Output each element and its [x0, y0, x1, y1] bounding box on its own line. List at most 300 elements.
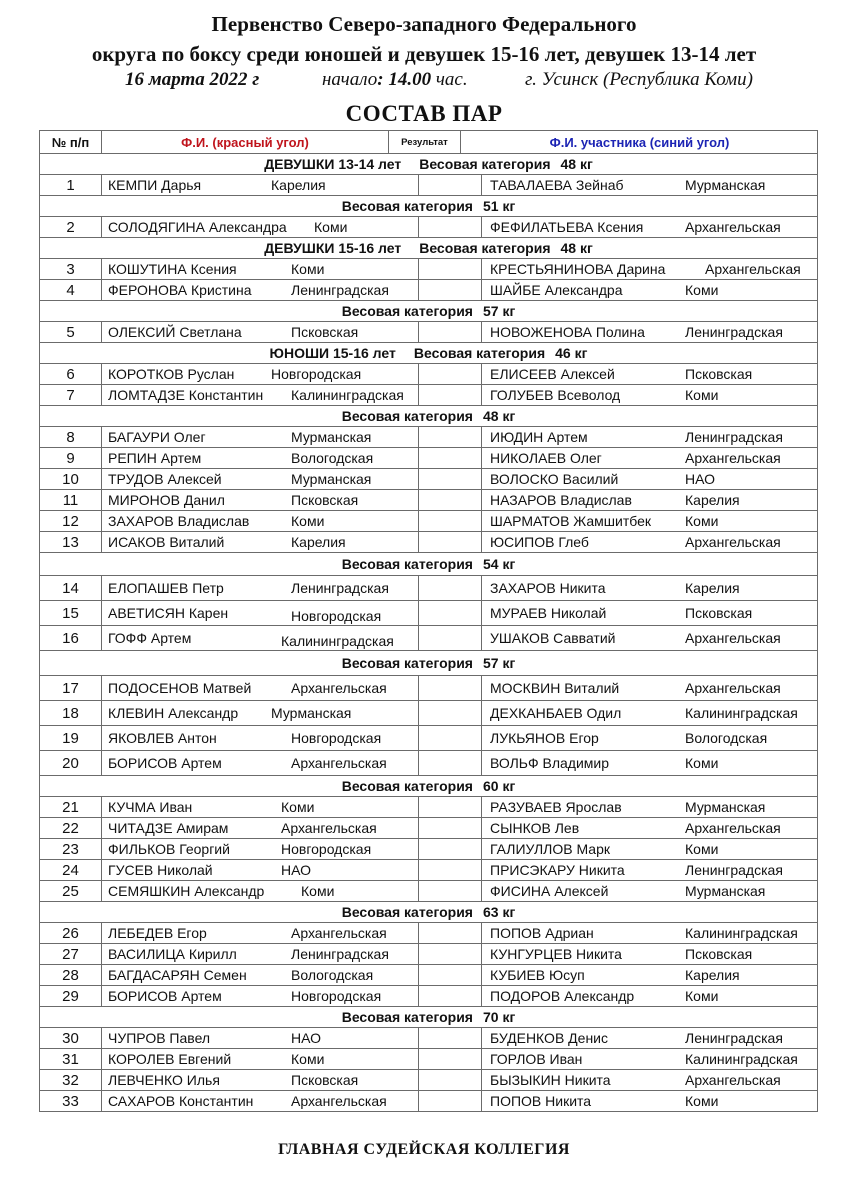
blue-corner-name: ПОДОРОВ Александр	[490, 988, 635, 1004]
col-header-blue-corner: Ф.И. участника (синий угол)	[549, 134, 730, 150]
pair-number: 7	[66, 386, 75, 404]
grid-line	[481, 923, 482, 943]
result-cell[interactable]	[419, 259, 481, 279]
red-corner-region: Коми	[314, 219, 348, 235]
red-corner-name: ТРУДОВ Алексей	[108, 471, 222, 487]
grid-line	[101, 259, 102, 279]
pair-row	[39, 881, 818, 902]
blue-corner-region: Псковская	[685, 946, 753, 962]
result-cell[interactable]	[419, 626, 481, 650]
blue-corner-name: МУРАЕВ Николай	[490, 605, 607, 621]
grid-line	[481, 385, 482, 405]
weight-value: 51 кг	[482, 198, 516, 214]
red-corner-region: Ленинградская	[291, 946, 389, 962]
grid-line	[101, 986, 102, 1006]
blue-corner-region: Калининградская	[685, 705, 798, 721]
red-corner-name: ЧУПРОВ Павел	[108, 1030, 211, 1046]
weight-category-title	[40, 301, 817, 321]
pair-number: 13	[62, 533, 79, 551]
red-corner-region: Коми	[291, 513, 325, 529]
pair-row	[39, 676, 818, 701]
red-corner-name: КОРОТКОВ Руслан	[108, 366, 235, 382]
pair-row	[39, 217, 818, 238]
grid-line	[481, 1091, 482, 1111]
pair-number: 25	[62, 882, 79, 900]
blue-corner-name: ГОЛУБЕВ Всеволод	[490, 387, 621, 403]
pair-number: 16	[62, 629, 79, 647]
pair-number: 18	[62, 704, 79, 722]
weight-category-title	[40, 238, 817, 258]
grid-line	[481, 726, 482, 750]
pair-row	[39, 322, 818, 343]
age-group-label: ДЕВУШКИ 15-16 лет	[264, 240, 402, 256]
red-corner-name: БОРИСОВ Артем	[108, 755, 222, 771]
blue-corner-name: БЫЗЫКИН Никита	[490, 1072, 611, 1088]
result-cell[interactable]	[419, 448, 481, 468]
blue-corner-name: РАЗУВАЕВ Ярослав	[490, 799, 622, 815]
category-label: Весовая категория	[341, 556, 473, 572]
red-corner-region: Архангельская	[291, 925, 387, 941]
blue-corner-region: Псковская	[685, 605, 753, 621]
pair-number: 20	[62, 754, 79, 772]
category-label: Весовая категория	[341, 198, 473, 214]
grid-line	[101, 944, 102, 964]
grid-line	[101, 797, 102, 817]
pair-row	[39, 259, 818, 280]
red-corner-name: ИСАКОВ Виталий	[108, 534, 225, 550]
pairs-table	[39, 130, 818, 1112]
pair-number: 23	[62, 840, 79, 858]
weight-category-row	[39, 238, 818, 259]
weight-value: 57 кг	[482, 303, 516, 319]
blue-corner-region: Архангельская	[685, 450, 781, 466]
pair-row	[39, 448, 818, 469]
blue-corner-region: Архангельская	[685, 680, 781, 696]
weight-category-row	[39, 553, 818, 576]
weight-category-row	[39, 776, 818, 797]
category-label: Весовая категория	[341, 408, 473, 424]
pair-number: 31	[62, 1050, 79, 1068]
grid-line	[481, 427, 482, 447]
grid-line	[481, 676, 482, 700]
result-cell[interactable]	[419, 427, 481, 447]
red-corner-name: ЗАХАРОВ Владислав	[108, 513, 250, 529]
result-cell[interactable]	[419, 944, 481, 964]
pair-row	[39, 701, 818, 726]
weight-category-row	[39, 301, 818, 322]
pair-row	[39, 1049, 818, 1070]
grid-line	[481, 469, 482, 489]
pair-number: 8	[66, 428, 75, 446]
result-cell[interactable]	[419, 322, 481, 342]
red-corner-name: ЛЕВЧЕНКО Илья	[108, 1072, 220, 1088]
grid-line	[101, 490, 102, 510]
pair-row	[39, 944, 818, 965]
blue-corner-name: ФИСИНА Алексей	[490, 883, 609, 899]
pair-number: 22	[62, 819, 79, 837]
red-corner-name: КЕМПИ Дарья	[108, 177, 202, 193]
red-corner-region: Ленинградская	[291, 282, 389, 298]
grid-line	[101, 511, 102, 531]
result-cell[interactable]	[419, 1028, 481, 1048]
pair-number: 14	[62, 579, 79, 597]
grid-line	[481, 448, 482, 468]
result-cell[interactable]	[419, 280, 481, 300]
event-title-line2: округа по боксу среди юношей и девушек 15-16 лет, девушек 13-14 лет	[91, 42, 757, 66]
blue-corner-name: ФЕФИЛАТЬЕВА Ксения	[490, 219, 644, 235]
grid-line	[101, 676, 102, 700]
grid-line	[101, 280, 102, 300]
age-group-label: ЮНОШИ 15-16 лет	[269, 345, 396, 361]
red-corner-region: Новгородская	[281, 841, 372, 857]
pair-row	[39, 1070, 818, 1091]
blue-corner-region: Вологодская	[685, 730, 768, 746]
result-cell[interactable]	[419, 726, 481, 750]
blue-corner-name: ВОЛЬФ Владимир	[490, 755, 610, 771]
blue-corner-region: Коми	[685, 513, 719, 529]
blue-corner-name: ПОПОВ Никита	[490, 1093, 592, 1109]
red-corner-region: Мурманская	[291, 429, 372, 445]
grid-line	[481, 751, 482, 775]
pair-row	[39, 751, 818, 776]
result-cell[interactable]	[419, 676, 481, 700]
blue-corner-name: НАЗАРОВ Владислав	[490, 492, 632, 508]
red-corner-region: Псковская	[291, 1072, 359, 1088]
weight-category-title	[40, 196, 817, 216]
red-corner-name: ЛЕБЕДЕВ Егор	[108, 925, 207, 941]
grid-line	[481, 818, 482, 838]
weight-category-row	[39, 651, 818, 676]
red-corner-region: Вологодская	[291, 967, 374, 983]
red-corner-region: Коми	[281, 799, 315, 815]
grid-line	[101, 1028, 102, 1048]
pair-row	[39, 839, 818, 860]
blue-corner-region: Мурманская	[685, 883, 766, 899]
red-corner-name: ВАСИЛИЦА Кирилл	[108, 946, 237, 962]
red-corner-name: РЕПИН Артем	[108, 450, 202, 466]
red-corner-name: ОЛЕКСИЙ Светлана	[108, 324, 242, 340]
pair-number: 28	[62, 966, 79, 984]
pair-row	[39, 601, 818, 626]
pair-row	[39, 576, 818, 601]
pair-number: 30	[62, 1029, 79, 1047]
result-cell[interactable]	[419, 217, 481, 237]
blue-corner-name: ЗАХАРОВ Никита	[490, 580, 606, 596]
red-corner-region: Архангельская	[291, 755, 387, 771]
grid-line	[481, 881, 482, 901]
red-corner-name: БАГДАСАРЯН Семен	[108, 967, 247, 983]
result-cell[interactable]	[419, 1091, 481, 1111]
red-corner-name: КУЧМА Иван	[108, 799, 193, 815]
red-corner-name: ГУСЕВ Николай	[108, 862, 213, 878]
red-corner-region: Новгородская	[291, 607, 382, 624]
start-unit: час.	[431, 69, 468, 90]
pair-number: 26	[62, 924, 79, 942]
grid-line	[101, 701, 102, 725]
blue-corner-name: ИЮДИН Артем	[490, 429, 588, 445]
red-corner-region: Ленинградская	[291, 580, 389, 596]
red-corner-region: Мурманская	[271, 705, 352, 721]
red-corner-name: ГОФФ Артем	[108, 630, 192, 646]
page-heading: СОСТАВ ПАР	[345, 101, 503, 126]
red-corner-region: Коми	[301, 883, 335, 899]
col-header-red-corner: Ф.И. (красный угол)	[181, 134, 309, 150]
result-cell[interactable]	[419, 601, 481, 625]
blue-corner-name: УШАКОВ Савватий	[490, 630, 616, 646]
pair-number: 11	[62, 491, 79, 509]
red-corner-region: НАО	[281, 862, 312, 878]
weight-value: 60 кг	[482, 778, 516, 794]
pair-number: 10	[62, 470, 79, 488]
pair-row	[39, 923, 818, 944]
pair-row	[39, 860, 818, 881]
grid-line	[101, 385, 102, 405]
result-cell[interactable]	[419, 839, 481, 859]
table-header-row	[39, 130, 818, 154]
blue-corner-name: МОСКВИН Виталий	[490, 680, 620, 696]
blue-corner-region: Мурманская	[685, 177, 766, 193]
blue-corner-region: Архангельская	[685, 534, 781, 550]
weight-value: 48 кг	[482, 408, 516, 424]
blue-corner-region: Калининградская	[685, 925, 798, 941]
result-cell[interactable]	[419, 385, 481, 405]
red-corner-region: Архангельская	[291, 1093, 387, 1109]
result-cell[interactable]	[419, 490, 481, 510]
pair-number: 6	[66, 365, 75, 383]
weight-category-title	[40, 1007, 817, 1027]
result-cell[interactable]	[419, 923, 481, 943]
grid-line	[101, 448, 102, 468]
blue-corner-region: Коми	[685, 1093, 719, 1109]
red-corner-region: Мурманская	[291, 471, 372, 487]
result-cell[interactable]	[419, 701, 481, 725]
grid-line	[101, 839, 102, 859]
result-cell[interactable]	[419, 965, 481, 985]
grid-line	[481, 280, 482, 300]
blue-corner-name: ЮСИПОВ Глеб	[490, 534, 589, 550]
grid-line	[101, 860, 102, 880]
blue-corner-region: Ленинградская	[685, 862, 783, 878]
blue-corner-region: Калининградская	[685, 1051, 798, 1067]
grid-line	[481, 965, 482, 985]
weight-value: 57 кг	[482, 655, 516, 671]
red-corner-region: Карелия	[271, 177, 326, 193]
weight-category-row	[39, 1007, 818, 1028]
pair-number: 21	[62, 798, 79, 816]
red-corner-region: Карелия	[291, 534, 346, 550]
red-corner-name: СОЛОДЯГИНА Александра	[108, 219, 287, 235]
red-corner-region: НАО	[291, 1030, 322, 1046]
blue-corner-region: Архангельская	[685, 1072, 781, 1088]
red-corner-region: Калининградская	[291, 387, 404, 403]
result-cell[interactable]	[419, 1070, 481, 1090]
weight-category-row	[39, 196, 818, 217]
pair-number: 9	[66, 449, 75, 467]
pair-number: 24	[62, 861, 79, 879]
pair-number: 27	[62, 945, 79, 963]
weight-category-title	[40, 343, 817, 363]
event-place: г. Усинск (Республика Коми)	[525, 69, 753, 90]
red-corner-region: Коми	[291, 1051, 325, 1067]
result-cell[interactable]	[419, 860, 481, 880]
result-cell[interactable]	[419, 751, 481, 775]
pair-row	[39, 175, 818, 196]
grid-line	[101, 427, 102, 447]
blue-corner-region: Коми	[685, 755, 719, 771]
pair-row	[39, 1091, 818, 1112]
start-time: : 14.00	[377, 69, 432, 90]
category-label: Весовая категория	[419, 156, 551, 172]
pair-number: 29	[62, 987, 79, 1005]
pair-row	[39, 532, 818, 553]
grid-line	[101, 751, 102, 775]
pair-number: 33	[62, 1092, 79, 1110]
blue-corner-region: Карелия	[685, 580, 740, 596]
weight-category-title	[40, 651, 817, 675]
red-corner-name: БАГАУРИ Олег	[108, 429, 206, 445]
grid-line	[481, 626, 482, 650]
blue-corner-region: Карелия	[685, 492, 740, 508]
blue-corner-name: БУДЕНКОВ Денис	[490, 1030, 608, 1046]
pair-number: 17	[62, 679, 79, 697]
weight-category-title	[40, 902, 817, 922]
weight-value: 54 кг	[482, 556, 516, 572]
red-corner-name: КОШУТИНА Ксения	[108, 261, 237, 277]
blue-corner-name: ШАРМАТОВ Жамшитбек	[490, 513, 652, 529]
red-corner-region: Псковская	[291, 324, 359, 340]
grid-line	[481, 511, 482, 531]
red-corner-region: Калининградская	[281, 632, 394, 649]
grid-line	[481, 322, 482, 342]
grid-line	[101, 965, 102, 985]
category-label: Весовая категория	[341, 1009, 473, 1025]
weight-value: 70 кг	[482, 1009, 516, 1025]
result-cell[interactable]	[419, 576, 481, 600]
pair-row	[39, 797, 818, 818]
weight-category-title	[40, 406, 817, 426]
pair-number: 19	[62, 729, 79, 747]
result-cell[interactable]	[419, 986, 481, 1006]
col-header-result: Результат	[401, 136, 448, 148]
grid-line	[481, 576, 482, 600]
blue-corner-region: НАО	[685, 471, 716, 487]
red-corner-name: МИРОНОВ Данил	[108, 492, 225, 508]
result-cell[interactable]	[419, 175, 481, 195]
result-cell[interactable]	[419, 511, 481, 531]
grid-line	[101, 532, 102, 552]
category-label: Весовая категория	[341, 778, 473, 794]
weight-value: 46 кг	[555, 345, 588, 361]
red-corner-region: Вологодская	[291, 450, 374, 466]
grid-line	[481, 1049, 482, 1069]
blue-corner-name: КРЕСТЬЯНИНОВА Дарина	[490, 261, 666, 277]
pair-row	[39, 385, 818, 406]
table-body	[39, 154, 818, 1112]
result-cell[interactable]	[419, 818, 481, 838]
blue-corner-name: ДЕХКАНБАЕВ Одил	[490, 705, 622, 721]
pair-row	[39, 1028, 818, 1049]
grid-line	[101, 576, 102, 600]
blue-corner-region: Архангельская	[685, 630, 781, 646]
pair-row	[39, 490, 818, 511]
red-corner-region: Коми	[291, 261, 325, 277]
pair-row	[39, 511, 818, 532]
grid-line	[481, 944, 482, 964]
pair-number: 12	[62, 512, 79, 530]
grid-line	[481, 217, 482, 237]
col-header-number: № п/п	[51, 134, 90, 150]
blue-corner-region: Архангельская	[705, 261, 801, 277]
grid-line	[481, 175, 482, 195]
weight-value: 48 кг	[560, 240, 593, 256]
pair-row	[39, 986, 818, 1007]
grid-line	[481, 1028, 482, 1048]
result-cell[interactable]	[419, 1049, 481, 1069]
weight-category-title	[40, 553, 817, 575]
pair-row	[39, 364, 818, 385]
red-corner-name: БОРИСОВ Артем	[108, 988, 222, 1004]
result-cell[interactable]	[419, 469, 481, 489]
result-cell[interactable]	[419, 532, 481, 552]
grid-line	[101, 881, 102, 901]
blue-corner-region: Ленинградская	[685, 1030, 783, 1046]
grid-line	[101, 601, 102, 625]
red-corner-region: Новгородская	[291, 988, 382, 1004]
red-corner-region: Архангельская	[291, 680, 387, 696]
red-corner-name: СЕМЯШКИН Александр	[108, 883, 265, 899]
grid-line	[481, 364, 482, 384]
red-corner-name: ЧИТАДЗЕ Амирам	[108, 820, 229, 836]
pair-number: 32	[62, 1071, 79, 1089]
category-label: Весовая категория	[413, 345, 546, 361]
category-label: Весовая категория	[341, 904, 473, 920]
weight-category-row	[39, 902, 818, 923]
grid-line	[481, 797, 482, 817]
category-label: Весовая категория	[341, 303, 473, 319]
blue-corner-name: ГОРЛОВ Иван	[490, 1051, 583, 1067]
pair-row	[39, 280, 818, 301]
blue-corner-name: ВОЛОСКО Василий	[490, 471, 619, 487]
blue-corner-name: ТАВАЛАЕВА Зейнаб	[490, 177, 624, 193]
blue-corner-name: СЫНКОВ Лев	[490, 820, 580, 836]
grid-line	[101, 1091, 102, 1111]
weight-value: 48 кг	[560, 156, 593, 172]
red-corner-name: ФЕРОНОВА Кристина	[108, 282, 252, 298]
grid-line	[481, 490, 482, 510]
red-corner-region: Архангельская	[281, 820, 377, 836]
result-cell[interactable]	[419, 797, 481, 817]
grid-line	[101, 1070, 102, 1090]
pair-row	[39, 965, 818, 986]
result-cell[interactable]	[419, 364, 481, 384]
event-title-line1: Первенство Северо-западного Федерального	[211, 12, 637, 36]
result-cell[interactable]	[419, 881, 481, 901]
category-label: Весовая категория	[419, 240, 551, 256]
grid-line	[101, 1049, 102, 1069]
grid-line	[101, 726, 102, 750]
pair-row	[39, 726, 818, 751]
pair-row	[39, 818, 818, 839]
weight-category-row	[39, 343, 818, 364]
blue-corner-region: Коми	[685, 282, 719, 298]
grid-line	[481, 259, 482, 279]
red-corner-name: ЛОМТАДЗЕ Константин	[108, 387, 264, 403]
weight-category-title	[40, 154, 817, 174]
red-corner-region: Псковская	[291, 492, 359, 508]
pair-number: 4	[66, 281, 75, 299]
weight-category-row	[39, 406, 818, 427]
grid-line	[481, 701, 482, 725]
